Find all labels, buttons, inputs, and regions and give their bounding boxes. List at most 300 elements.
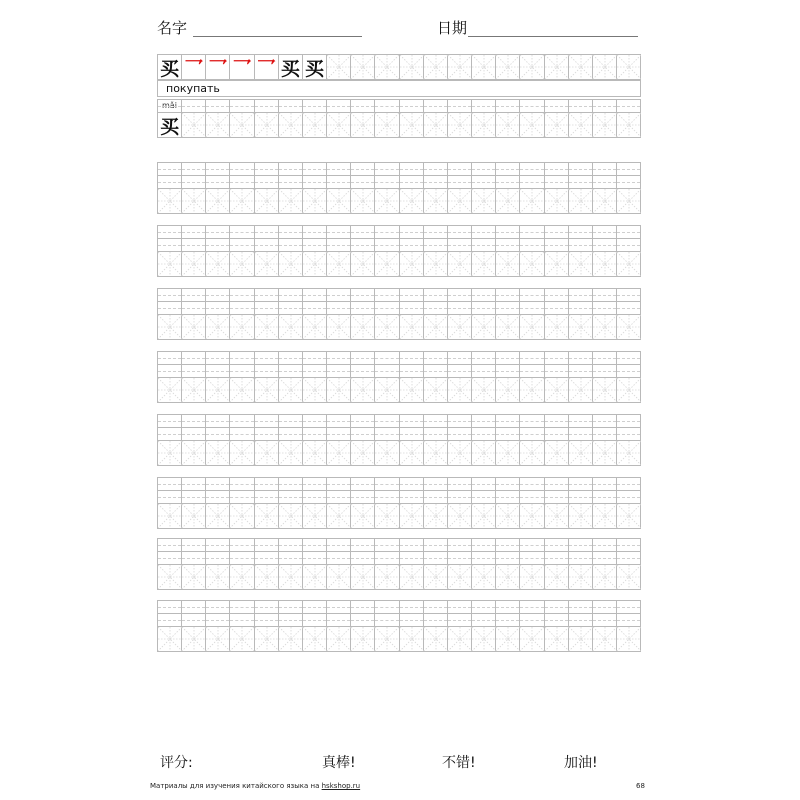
- pinyin-cell[interactable]: [230, 176, 254, 189]
- pinyin-cell[interactable]: [520, 288, 544, 302]
- pinyin-cell[interactable]: [206, 176, 230, 189]
- pinyin-cell[interactable]: [279, 288, 303, 302]
- writing-cell[interactable]: [303, 565, 327, 590]
- pinyin-cell[interactable]: [303, 414, 327, 428]
- writing-cell[interactable]: [206, 441, 230, 466]
- pinyin-cell[interactable]: [279, 176, 303, 189]
- writing-cell[interactable]: [327, 54, 351, 80]
- pinyin-cell[interactable]: [593, 225, 617, 239]
- writing-cell[interactable]: [545, 504, 569, 529]
- pinyin-cell[interactable]: [424, 351, 448, 365]
- pinyin-cell[interactable]: [424, 477, 448, 491]
- writing-cell[interactable]: [206, 565, 230, 590]
- writing-cell[interactable]: [303, 113, 327, 138]
- pinyin-cell[interactable]: [520, 600, 544, 614]
- pinyin-cell[interactable]: [182, 477, 206, 491]
- pinyin-cell[interactable]: [279, 365, 303, 378]
- pinyin-cell[interactable]: [448, 600, 472, 614]
- writing-cell[interactable]: [545, 378, 569, 403]
- writing-cell[interactable]: [617, 189, 641, 214]
- writing-cell[interactable]: [496, 113, 520, 138]
- writing-cell[interactable]: [206, 113, 230, 138]
- pinyin-cell[interactable]: [303, 162, 327, 176]
- writing-cell[interactable]: [255, 441, 279, 466]
- writing-cell[interactable]: [496, 627, 520, 652]
- pinyin-cell[interactable]: [206, 538, 230, 552]
- writing-cell[interactable]: [351, 378, 375, 403]
- writing-cell[interactable]: [375, 252, 399, 277]
- pinyin-cell[interactable]: [520, 176, 544, 189]
- pinyin-cell[interactable]: [279, 225, 303, 239]
- writing-cell[interactable]: [424, 252, 448, 277]
- pinyin-cell[interactable]: [448, 162, 472, 176]
- writing-cell[interactable]: [327, 315, 351, 340]
- writing-cell[interactable]: [448, 378, 472, 403]
- pinyin-cell[interactable]: [206, 365, 230, 378]
- writing-cell[interactable]: [569, 504, 593, 529]
- pinyin-cell[interactable]: [279, 428, 303, 441]
- writing-cell[interactable]: [400, 378, 424, 403]
- pinyin-cell[interactable]: [303, 477, 327, 491]
- pinyin-cell[interactable]: [182, 538, 206, 552]
- writing-cell[interactable]: [327, 504, 351, 529]
- pinyin-cell[interactable]: [230, 288, 254, 302]
- pinyin-cell[interactable]: [545, 477, 569, 491]
- writing-cell[interactable]: [448, 627, 472, 652]
- pinyin-cell[interactable]: [520, 538, 544, 552]
- pinyin-cell[interactable]: [448, 414, 472, 428]
- pinyin-cell[interactable]: [279, 302, 303, 315]
- pinyin-cell[interactable]: [157, 225, 182, 239]
- writing-cell[interactable]: [545, 113, 569, 138]
- pinyin-cell[interactable]: [496, 365, 520, 378]
- pinyin-cell[interactable]: [279, 239, 303, 252]
- pinyin-cell[interactable]: [424, 99, 448, 113]
- pinyin-cell[interactable]: [182, 428, 206, 441]
- pinyin-cell[interactable]: [569, 225, 593, 239]
- writing-cell[interactable]: [593, 252, 617, 277]
- pinyin-cell[interactable]: [617, 538, 641, 552]
- pinyin-cell[interactable]: [206, 225, 230, 239]
- writing-cell[interactable]: [424, 565, 448, 590]
- pinyin-cell[interactable]: [472, 477, 496, 491]
- pinyin-cell[interactable]: [157, 302, 182, 315]
- pinyin-cell[interactable]: [400, 614, 424, 627]
- pinyin-cell[interactable]: [182, 414, 206, 428]
- writing-cell[interactable]: [157, 315, 182, 340]
- writing-cell[interactable]: [569, 565, 593, 590]
- writing-cell[interactable]: [255, 565, 279, 590]
- writing-cell[interactable]: [424, 315, 448, 340]
- pinyin-cell[interactable]: [230, 162, 254, 176]
- pinyin-cell[interactable]: [400, 288, 424, 302]
- writing-cell[interactable]: [617, 441, 641, 466]
- pinyin-cell[interactable]: [472, 491, 496, 504]
- pinyin-cell[interactable]: [327, 428, 351, 441]
- writing-cell[interactable]: [593, 113, 617, 138]
- pinyin-cell[interactable]: [496, 162, 520, 176]
- pinyin-cell[interactable]: [182, 225, 206, 239]
- writing-cell[interactable]: [545, 315, 569, 340]
- pinyin-cell[interactable]: [206, 99, 230, 113]
- pinyin-cell[interactable]: [496, 538, 520, 552]
- pinyin-cell[interactable]: [182, 552, 206, 565]
- pinyin-cell[interactable]: [496, 302, 520, 315]
- pinyin-cell[interactable]: [569, 414, 593, 428]
- pinyin-cell[interactable]: [400, 176, 424, 189]
- pinyin-cell[interactable]: [496, 351, 520, 365]
- writing-cell[interactable]: [569, 113, 593, 138]
- pinyin-cell[interactable]: [569, 477, 593, 491]
- pinyin-cell[interactable]: [351, 538, 375, 552]
- pinyin-cell[interactable]: [617, 552, 641, 565]
- writing-cell[interactable]: [255, 504, 279, 529]
- writing-cell[interactable]: [496, 252, 520, 277]
- writing-cell[interactable]: [182, 315, 206, 340]
- pinyin-cell[interactable]: [255, 477, 279, 491]
- pinyin-cell[interactable]: [230, 428, 254, 441]
- pinyin-cell[interactable]: [496, 491, 520, 504]
- pinyin-cell[interactable]: [303, 288, 327, 302]
- pinyin-cell[interactable]: [157, 428, 182, 441]
- pinyin-cell[interactable]: [496, 176, 520, 189]
- pinyin-cell[interactable]: [327, 99, 351, 113]
- pinyin-cell[interactable]: [255, 162, 279, 176]
- pinyin-cell[interactable]: [545, 99, 569, 113]
- writing-cell[interactable]: [157, 378, 182, 403]
- site-link[interactable]: hskshop.ru: [321, 782, 361, 790]
- writing-cell[interactable]: [569, 54, 593, 80]
- pinyin-cell[interactable]: [424, 239, 448, 252]
- pinyin-cell[interactable]: [545, 302, 569, 315]
- pinyin-cell[interactable]: [496, 99, 520, 113]
- pinyin-cell[interactable]: [424, 614, 448, 627]
- pinyin-cell[interactable]: [593, 491, 617, 504]
- pinyin-cell[interactable]: [182, 99, 206, 113]
- pinyin-cell[interactable]: [327, 162, 351, 176]
- pinyin-cell[interactable]: [593, 600, 617, 614]
- pinyin-cell[interactable]: [448, 288, 472, 302]
- writing-cell[interactable]: [255, 315, 279, 340]
- pinyin-cell[interactable]: [255, 414, 279, 428]
- pinyin-cell[interactable]: [496, 477, 520, 491]
- pinyin-cell[interactable]: [545, 176, 569, 189]
- pinyin-cell[interactable]: [375, 239, 399, 252]
- pinyin-cell[interactable]: [424, 491, 448, 504]
- pinyin-cell[interactable]: [375, 162, 399, 176]
- pinyin-cell[interactable]: [255, 99, 279, 113]
- pinyin-cell[interactable]: [375, 428, 399, 441]
- pinyin-cell[interactable]: [182, 614, 206, 627]
- pinyin-cell[interactable]: [400, 225, 424, 239]
- pinyin-cell[interactable]: [617, 614, 641, 627]
- pinyin-cell[interactable]: [400, 477, 424, 491]
- pinyin-cell[interactable]: [230, 365, 254, 378]
- pinyin-cell[interactable]: [255, 614, 279, 627]
- writing-cell[interactable]: [569, 189, 593, 214]
- writing-cell[interactable]: [472, 565, 496, 590]
- pinyin-cell[interactable]: [351, 176, 375, 189]
- writing-cell[interactable]: [230, 189, 254, 214]
- pinyin-cell[interactable]: [520, 491, 544, 504]
- writing-cell[interactable]: [351, 315, 375, 340]
- pinyin-cell[interactable]: [520, 351, 544, 365]
- pinyin-cell[interactable]: [230, 614, 254, 627]
- writing-cell[interactable]: [375, 315, 399, 340]
- pinyin-cell[interactable]: [303, 538, 327, 552]
- pinyin-cell[interactable]: [206, 600, 230, 614]
- pinyin-cell[interactable]: [617, 477, 641, 491]
- pinyin-cell[interactable]: [230, 351, 254, 365]
- pinyin-cell[interactable]: [400, 428, 424, 441]
- pinyin-cell[interactable]: [157, 239, 182, 252]
- pinyin-cell[interactable]: [157, 477, 182, 491]
- writing-cell[interactable]: [303, 315, 327, 340]
- writing-cell[interactable]: [400, 627, 424, 652]
- writing-cell[interactable]: [279, 252, 303, 277]
- pinyin-cell[interactable]: [351, 552, 375, 565]
- pinyin-cell[interactable]: [617, 428, 641, 441]
- writing-cell[interactable]: [206, 315, 230, 340]
- pinyin-cell[interactable]: [569, 176, 593, 189]
- pinyin-cell[interactable]: [327, 600, 351, 614]
- writing-cell[interactable]: [351, 565, 375, 590]
- writing-cell[interactable]: [593, 441, 617, 466]
- writing-cell[interactable]: [182, 113, 206, 138]
- pinyin-cell[interactable]: [303, 239, 327, 252]
- pinyin-cell[interactable]: [545, 538, 569, 552]
- pinyin-cell[interactable]: [157, 351, 182, 365]
- writing-cell[interactable]: [448, 113, 472, 138]
- writing-cell[interactable]: [520, 378, 544, 403]
- pinyin-cell[interactable]: [157, 600, 182, 614]
- pinyin-cell[interactable]: [424, 414, 448, 428]
- pinyin-cell[interactable]: [375, 600, 399, 614]
- writing-cell[interactable]: [303, 378, 327, 403]
- pinyin-cell[interactable]: [448, 552, 472, 565]
- pinyin-cell[interactable]: [303, 552, 327, 565]
- pinyin-cell[interactable]: [182, 162, 206, 176]
- writing-cell[interactable]: [496, 378, 520, 403]
- writing-cell[interactable]: [255, 113, 279, 138]
- pinyin-cell[interactable]: [448, 225, 472, 239]
- pinyin-cell[interactable]: [375, 176, 399, 189]
- pinyin-cell[interactable]: [279, 162, 303, 176]
- pinyin-cell[interactable]: [617, 351, 641, 365]
- writing-cell[interactable]: [617, 627, 641, 652]
- writing-cell[interactable]: [230, 565, 254, 590]
- pinyin-cell[interactable]: [472, 614, 496, 627]
- writing-cell[interactable]: [448, 54, 472, 80]
- writing-cell[interactable]: [424, 504, 448, 529]
- writing-cell[interactable]: [327, 252, 351, 277]
- pinyin-cell[interactable]: [496, 239, 520, 252]
- pinyin-cell[interactable]: [520, 365, 544, 378]
- pinyin-cell[interactable]: [617, 302, 641, 315]
- pinyin-cell[interactable]: [520, 162, 544, 176]
- pinyin-cell[interactable]: [400, 351, 424, 365]
- pinyin-cell[interactable]: [496, 225, 520, 239]
- writing-cell[interactable]: [327, 378, 351, 403]
- writing-cell[interactable]: [400, 113, 424, 138]
- pinyin-cell[interactable]: [569, 491, 593, 504]
- pinyin-cell[interactable]: [617, 491, 641, 504]
- writing-cell[interactable]: [375, 504, 399, 529]
- name-input-line[interactable]: [193, 36, 362, 37]
- pinyin-cell[interactable]: [206, 239, 230, 252]
- pinyin-cell[interactable]: [400, 538, 424, 552]
- pinyin-cell[interactable]: [424, 428, 448, 441]
- pinyin-cell[interactable]: [472, 600, 496, 614]
- pinyin-cell[interactable]: [424, 600, 448, 614]
- writing-cell[interactable]: [206, 378, 230, 403]
- pinyin-cell[interactable]: [545, 600, 569, 614]
- pinyin-cell[interactable]: [279, 600, 303, 614]
- pinyin-cell[interactable]: [157, 538, 182, 552]
- pinyin-cell[interactable]: [472, 239, 496, 252]
- pinyin-cell[interactable]: [545, 552, 569, 565]
- writing-cell[interactable]: [448, 315, 472, 340]
- pinyin-cell[interactable]: [351, 614, 375, 627]
- pinyin-cell[interactable]: [279, 99, 303, 113]
- pinyin-cell[interactable]: [472, 538, 496, 552]
- writing-cell[interactable]: [400, 54, 424, 80]
- pinyin-cell[interactable]: [157, 162, 182, 176]
- writing-cell[interactable]: [617, 565, 641, 590]
- pinyin-cell[interactable]: [303, 491, 327, 504]
- pinyin-cell[interactable]: [545, 414, 569, 428]
- pinyin-cell[interactable]: [279, 538, 303, 552]
- pinyin-cell[interactable]: [448, 176, 472, 189]
- pinyin-cell[interactable]: [496, 552, 520, 565]
- writing-cell[interactable]: [230, 441, 254, 466]
- writing-cell[interactable]: [327, 189, 351, 214]
- pinyin-cell[interactable]: [375, 302, 399, 315]
- writing-cell[interactable]: [351, 441, 375, 466]
- pinyin-cell[interactable]: [520, 477, 544, 491]
- pinyin-cell[interactable]: [520, 614, 544, 627]
- writing-cell[interactable]: [545, 252, 569, 277]
- pinyin-cell[interactable]: [424, 365, 448, 378]
- pinyin-cell[interactable]: [157, 614, 182, 627]
- writing-cell[interactable]: [157, 627, 182, 652]
- writing-cell[interactable]: [496, 189, 520, 214]
- pinyin-cell[interactable]: [400, 162, 424, 176]
- pinyin-cell[interactable]: [593, 351, 617, 365]
- pinyin-cell[interactable]: [230, 225, 254, 239]
- pinyin-cell[interactable]: [303, 351, 327, 365]
- pinyin-cell[interactable]: [351, 365, 375, 378]
- pinyin-cell[interactable]: [303, 614, 327, 627]
- pinyin-cell[interactable]: [424, 176, 448, 189]
- writing-cell[interactable]: [593, 378, 617, 403]
- writing-cell[interactable]: [496, 315, 520, 340]
- pinyin-cell[interactable]: [496, 428, 520, 441]
- writing-cell[interactable]: [424, 627, 448, 652]
- pinyin-cell[interactable]: [157, 491, 182, 504]
- pinyin-cell[interactable]: [569, 428, 593, 441]
- writing-cell[interactable]: [617, 54, 641, 80]
- writing-cell[interactable]: [279, 189, 303, 214]
- writing-cell[interactable]: [496, 565, 520, 590]
- pinyin-cell[interactable]: [375, 225, 399, 239]
- pinyin-cell[interactable]: [593, 99, 617, 113]
- writing-cell[interactable]: [255, 252, 279, 277]
- writing-cell[interactable]: [206, 504, 230, 529]
- pinyin-cell[interactable]: [351, 288, 375, 302]
- writing-cell[interactable]: [617, 113, 641, 138]
- pinyin-cell[interactable]: [303, 176, 327, 189]
- writing-cell[interactable]: [375, 565, 399, 590]
- pinyin-cell[interactable]: [230, 477, 254, 491]
- writing-cell[interactable]: [424, 113, 448, 138]
- writing-cell[interactable]: [206, 189, 230, 214]
- pinyin-cell[interactable]: [448, 351, 472, 365]
- writing-cell[interactable]: [520, 54, 544, 80]
- pinyin-cell[interactable]: [424, 225, 448, 239]
- writing-cell[interactable]: [545, 441, 569, 466]
- pinyin-cell[interactable]: [400, 552, 424, 565]
- writing-cell[interactable]: [496, 441, 520, 466]
- writing-cell[interactable]: [279, 565, 303, 590]
- writing-cell[interactable]: [400, 504, 424, 529]
- writing-cell[interactable]: [593, 54, 617, 80]
- pinyin-cell[interactable]: [617, 365, 641, 378]
- writing-cell[interactable]: [400, 189, 424, 214]
- writing-cell[interactable]: [303, 504, 327, 529]
- pinyin-cell[interactable]: [230, 552, 254, 565]
- pinyin-cell[interactable]: [520, 414, 544, 428]
- pinyin-cell[interactable]: [545, 239, 569, 252]
- writing-cell[interactable]: [520, 189, 544, 214]
- pinyin-cell[interactable]: [303, 428, 327, 441]
- pinyin-cell[interactable]: [206, 614, 230, 627]
- pinyin-cell[interactable]: [255, 176, 279, 189]
- pinyin-cell[interactable]: [327, 477, 351, 491]
- pinyin-cell[interactable]: [496, 414, 520, 428]
- pinyin-cell[interactable]: [351, 302, 375, 315]
- writing-cell[interactable]: [230, 378, 254, 403]
- pinyin-cell[interactable]: [157, 176, 182, 189]
- pinyin-cell[interactable]: [206, 477, 230, 491]
- writing-cell[interactable]: [182, 565, 206, 590]
- pinyin-cell[interactable]: [569, 600, 593, 614]
- pinyin-cell[interactable]: [593, 302, 617, 315]
- writing-cell[interactable]: [375, 54, 399, 80]
- pinyin-cell[interactable]: [593, 239, 617, 252]
- pinyin-cell[interactable]: [327, 351, 351, 365]
- writing-cell[interactable]: [545, 565, 569, 590]
- writing-cell[interactable]: [375, 113, 399, 138]
- writing-cell[interactable]: [593, 189, 617, 214]
- pinyin-cell[interactable]: [400, 302, 424, 315]
- date-input-line[interactable]: [468, 36, 638, 37]
- writing-cell[interactable]: [279, 315, 303, 340]
- pinyin-cell[interactable]: [520, 225, 544, 239]
- pinyin-cell[interactable]: [206, 491, 230, 504]
- writing-cell[interactable]: [520, 113, 544, 138]
- pinyin-cell[interactable]: [472, 288, 496, 302]
- pinyin-cell[interactable]: [206, 288, 230, 302]
- pinyin-cell[interactable]: [496, 600, 520, 614]
- pinyin-cell[interactable]: [327, 302, 351, 315]
- pinyin-cell[interactable]: [472, 414, 496, 428]
- pinyin-cell[interactable]: [279, 614, 303, 627]
- pinyin-cell[interactable]: [569, 99, 593, 113]
- pinyin-cell[interactable]: [255, 365, 279, 378]
- writing-cell[interactable]: [593, 315, 617, 340]
- pinyin-cell[interactable]: [375, 614, 399, 627]
